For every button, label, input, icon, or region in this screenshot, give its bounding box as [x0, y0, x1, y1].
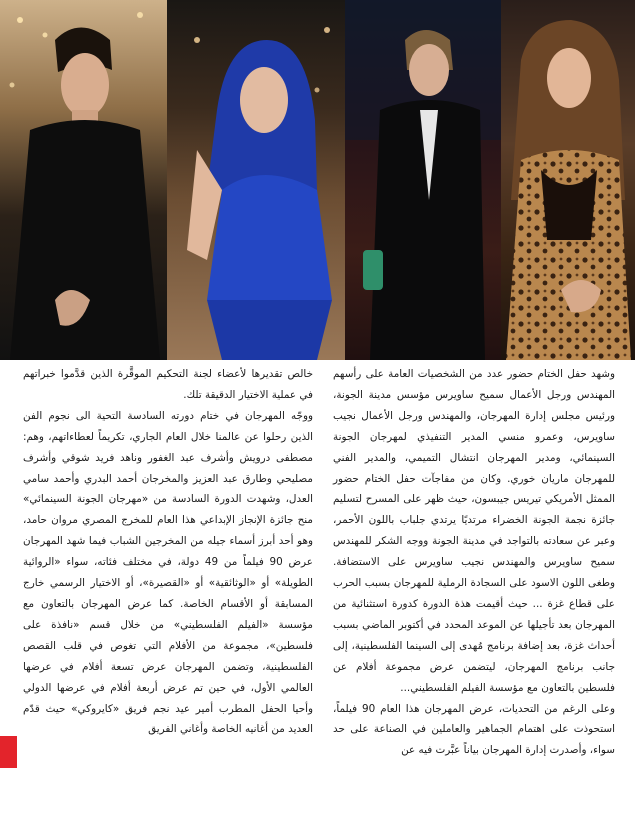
- photo-strip: [0, 0, 635, 360]
- photo-woman-leopard-dress-image: [501, 0, 635, 360]
- article-paragraph: خالص تقديرها لأعضاء لجنة التحكيم الموقَّرة الذين قدَّموا خبراتهم في عملية الاختيار الدقيقة تلك.: [23, 368, 313, 401]
- page-edge-tab: [0, 736, 17, 768]
- photo-woman-leopard-dress: [501, 0, 635, 360]
- photo-woman-black-suit-image: [345, 0, 501, 360]
- photo-woman-black-dress-image: [0, 0, 167, 360]
- photo-woman-black-dress: [0, 0, 167, 360]
- photo-woman-black-suit: [345, 0, 501, 360]
- photo-woman-blue-dress: [167, 0, 345, 360]
- article-column-right: [333, 364, 615, 761]
- article-paragraph: وشهد حفل الختام حضور عدد من الشخصيات العامة على رأسهم المهندس ورجل الأعمال سميح ساويرس مؤسس مدينة الجونة، ورئيس مجلس إدارة المهرجان، والمهندس ورجل الأعمال نجيب ساويرس، وعمرو منسي المدير التنفيذي لمهرجان الجونة السينمائي، ومدير المهرجان انتشال التميمي، والمدير الفني للمهرجان ماريان خوري. وكان من مفاجآت حفل الختام حضور الممثل الأمريكي تيريس جيبسون، حيث ظهر على المسرح لتسليم جائزة نجمة الجونة الخضراء مرتديًا يرتدي جلباب باللون الأحمر، وعبر عن سعادته بالتواجد في مدينة الجونة ووجه الشكر للمهندس سميح ساويرس والمهندس نجيب ساويرس على الاستضافة. وطغى اللون الاسود على السجادة الرملية للمهرجان بسبب الحرب على قطاع غزة ... حيث أقيمت هذة الدورة كدورة استثنائية من المهرجان بعد تأجيلها عن الموعد المحدد في أكتوبر الماضي بسبب أحداث غزة، بعد إضافة برنامج مُهدى إلى السينما الفلسطينية، إلى جانب برنامج المهرجان، ليتضمن عرض مجموعة أفلام عن فلسطين بالتعاون مع مؤسسة الفيلم الفلسطيني...: [333, 368, 615, 694]
- article-column-left: [23, 364, 313, 740]
- photo-woman-blue-dress-image: [167, 0, 345, 360]
- article-paragraph: وعلى الرغم من التحديات، عرض المهرجان هذا العام 90 فيلماً، استحوذت على اهتمام الجماهير والعاملين في الصناعة على حد سواء، وأصدرت إدارة المهرجان بياناً عبَّرت فيه عن: [333, 702, 615, 757]
- article-paragraph: ووجّه المهرجان في ختام دورته السادسة التحية الى نجوم الفن الذين رحلوا عن عالمنا خلال العام الجاري، تكريماً لعطاءاتهم، وهم: مصطفى درويش وأشرف عبد الغفور وناهد فريد شوقي وأشرف مصليحي وطارق عبد العزيز والمخرجان أحمد البدري وأحمد سامي العدل، وشهدت الدورة السادسة من «مهرجان الجونة السينمائي» منح جائزة الإنجاز الإبداعي هذا العام للمخرج المصري مروان حامد، وهو أحد أبرز أسماء جيله من المخرجين الشباب فيما شهد المهرجان عرض 90 فيلماً من 49 دولة، في مختلف فئاته، سواء «الروائية الطويلة» أو «الوثائقية» أو «القصيرة»، أو الاختيار الرسمي خارج المسابقة أو الأقسام الخاصة. كما عرض المهرجان بالتعاون مع مؤسسة «الفيلم الفلسطيني» من خلال قسم «نافذة على فلسطين»، مجموعة من الأفلام التي تغوص في قلب القصص الفلسطينية، وتضمن المهرجان عرض تسعة أفلام في عرضها العالمي الأول، في حين تم عرض أربعة أفلام في عرضها الدولي وأحيا الحفل المطرب أمير عيد نجم فريق «كايروكي» حيث قدّم العديد من أغانيه الخاصة وأغاني الفريق: [23, 409, 313, 736]
